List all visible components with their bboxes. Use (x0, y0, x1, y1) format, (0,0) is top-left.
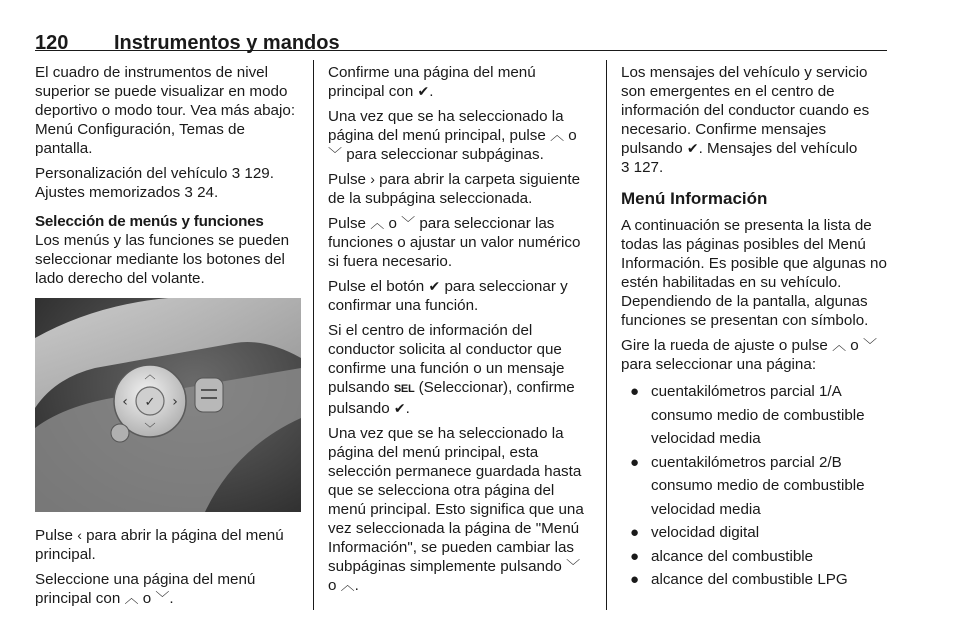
chevron-down-icon: ﹀ (862, 337, 877, 353)
checkmark-icon: ✔ (417, 83, 430, 99)
paragraph-refs: Personalización del vehículo 3 129. Ajustes memorizados 3 24. (35, 165, 274, 201)
section-heading: Menú Información (621, 189, 768, 208)
svg-text:﹀: ﹀ (144, 422, 156, 435)
bullet-icon: ● (630, 383, 640, 400)
list-item: ● alcance del combustible (621, 545, 887, 569)
svg-text:‹: ‹ (122, 394, 128, 410)
checkmark-icon: ✔ (686, 140, 699, 156)
chevron-left-icon: ‹ (77, 527, 82, 543)
column-3 (621, 63, 887, 592)
paragraph: Pulse ‹ para abrir la página del menú principal. (35, 527, 284, 563)
chevron-down-icon: ﹀ (401, 215, 416, 231)
sel-button-label: SEL (393, 383, 415, 395)
list-item: ● cuentakilómetros parcial 2/B (621, 451, 887, 475)
page-ref: 3 129. (231, 165, 274, 182)
list-item-continuation: consumo medio de combustible (651, 406, 865, 424)
bullet-icon: ● (630, 547, 640, 565)
chevron-up-icon: ︿ (124, 590, 139, 606)
paragraph: Una vez que se ha seleccionado la página del menú principal, esta selección permanece guardada hasta que se selecciona otra página del menú principal. Esto significa que una vez seleccionada la página de "Menú Información", se pueden cambiar las subpáginas simplemente pulsando ﹀ o ︿. (328, 425, 584, 594)
paragraph: El cuadro de instrumentos de nivel superior se puede visualizar en modo deportivo o modo tour. Vea más abajo: Menú Configuración, Temas de pantalla. (35, 64, 296, 157)
list-item: ● cuentakilómetros parcial 1/A (621, 380, 887, 404)
paragraph: Los menús y las funciones se pueden seleccionar mediante los botones del lado derecho del volante. (35, 232, 290, 287)
paragraph: Una vez que se ha seleccionado la página del menú principal, pulse ︿ o ﹀ para seleccionar subpáginas. (328, 108, 577, 163)
chevron-right-icon: › (370, 171, 375, 187)
column-divider-1 (313, 60, 314, 610)
chevron-down-icon: ﹀ (328, 146, 342, 162)
column-1 (35, 63, 301, 614)
paragraph: Pulse ︿ o ﹀ para seleccionar las funciones o ajustar un valor numérico si fuera necesario. (328, 215, 581, 270)
svg-text:︿: ︿ (144, 368, 156, 381)
paragraph: A continuación se presenta la lista de todas las páginas posibles del Menú Información. Es posible que algunas no estén habilitadas en su vehículo. Dependiendo de la pantalla, algunas funciones se presentan con símbolo. (621, 217, 887, 329)
chevron-up-icon: ︿ (370, 215, 385, 231)
paragraph: Gire la rueda de ajuste o pulse ︿ o ﹀ para seleccionar una página: (621, 337, 877, 373)
list-item-continuation: velocidad media (651, 500, 761, 518)
section-title: Instrumentos y mandos (114, 32, 340, 54)
chevron-up-icon: ︿ (832, 337, 847, 353)
chevron-down-icon: ﹀ (155, 590, 170, 606)
page-ref: 3 127. (621, 159, 664, 176)
column-divider-2 (606, 60, 607, 610)
svg-text:✓: ✓ (144, 395, 156, 410)
paragraph: Pulse › para abrir la carpeta siguiente de la subpágina seleccionada. (328, 171, 581, 207)
checkmark-icon: ✔ (428, 278, 441, 294)
paragraph: Confirme una página del menú principal con ✔. (328, 64, 536, 100)
chevron-up-icon: ︿ (550, 127, 565, 143)
steering-wheel-controls-image (35, 298, 301, 512)
chevron-down-icon: ﹀ (566, 558, 581, 574)
subheading: Selección de menús y funciones (35, 213, 264, 230)
bullet-icon: ● (630, 571, 640, 588)
paragraph: Seleccione una página del menú principal con ︿ o ﹀. (35, 571, 256, 607)
checkmark-icon: ✔ (393, 400, 406, 416)
list-item-continuation: consumo medio de combustible (651, 477, 865, 494)
paragraph: Si el centro de información del conductor solicita al conductor que confirme una función o un mensaje pulsando SEL (Seleccionar), confirme pulsando ✔. (328, 322, 575, 417)
info-page-list (621, 380, 887, 592)
svg-text:›: › (172, 394, 178, 410)
page-ref: 3 24. (184, 184, 219, 201)
column-2 (328, 63, 590, 601)
paragraph: Pulse el botón ✔ para seleccionar y confirmar una función. (328, 278, 568, 314)
list-item-continuation: velocidad media (651, 430, 761, 447)
header-rule (35, 50, 887, 51)
list-item: ● velocidad digital (621, 521, 887, 545)
bullet-icon: ● (630, 524, 640, 541)
paragraph: Los mensajes del vehículo y servicio son emergentes en el centro de información del conductor cuando es necesario. Confirme mensajes pulsando ✔. Mensajes del vehículo 3 127. (621, 64, 870, 176)
bullet-icon: ● (630, 453, 640, 471)
chevron-up-icon: ︿ (340, 577, 355, 593)
page-number: 120 (35, 32, 69, 54)
list-item: ● alcance del combustible LPG (621, 568, 887, 592)
